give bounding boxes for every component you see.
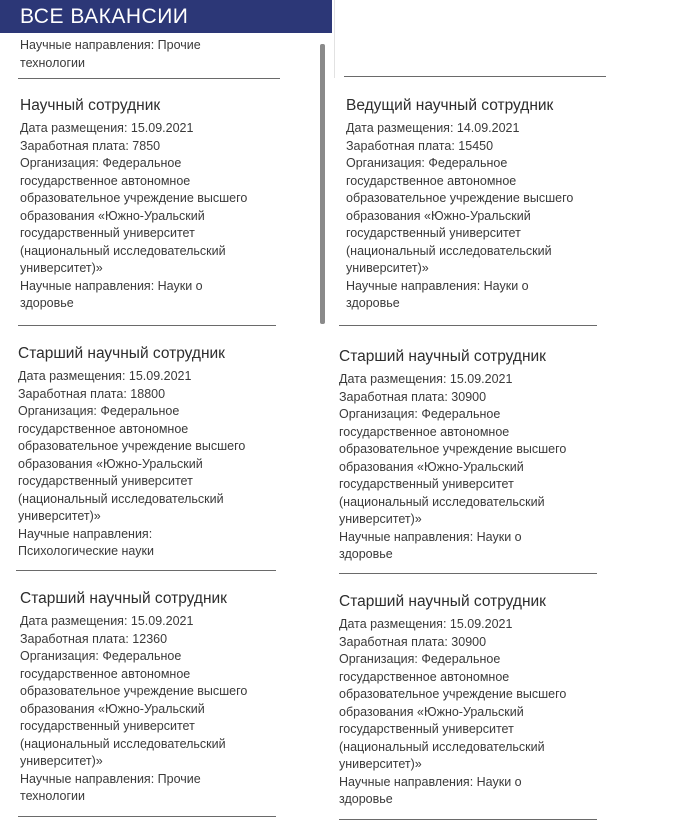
vacancy-org: Организация: Федеральное — [20, 649, 182, 663]
vacancy-salary: Заработная плата: 30900 — [339, 634, 487, 649]
divider — [16, 570, 276, 571]
vacancy-org: образовательное учреждение высшего — [20, 191, 248, 205]
field-line: Научные направления: Прочие — [20, 38, 201, 52]
vacancy-org: образовательное учреждение высшего — [339, 442, 567, 456]
vacancy-org: государственный университет — [339, 722, 514, 736]
vacancy-salary: Заработная плата: 18800 — [18, 386, 166, 401]
vacancy-org: (национальный исследовательский — [346, 243, 552, 258]
vacancy-field: здоровье — [339, 792, 393, 806]
vacancy-org: государственное автономное — [20, 173, 191, 188]
vacancy-title[interactable]: Ведущий научный сотрудник — [346, 97, 554, 114]
vacancy-card[interactable] — [20, 589, 282, 806]
column-divider — [334, 0, 335, 78]
vacancy-date: Дата размещения: 15.09.2021 — [20, 121, 194, 135]
vacancy-salary: Заработная плата: 7850 — [20, 138, 161, 153]
vacancy-field: Научные направления: Науки о — [339, 529, 522, 544]
vacancy-field: здоровье — [339, 547, 393, 561]
vacancy-title[interactable]: Старший научный сотрудник — [339, 348, 546, 365]
vacancy-org: университет)» — [20, 754, 103, 768]
vacancy-card[interactable] — [339, 347, 601, 564]
vacancy-org: Организация: Федеральное — [339, 407, 501, 421]
vacancy-org: образования «Южно-Уральский — [20, 208, 205, 223]
divider — [339, 325, 597, 326]
vacancy-date: Дата размещения: 15.09.2021 — [339, 372, 513, 386]
vacancy-org: (национальный исследовательский — [339, 494, 545, 509]
vacancy-date: Дата размещения: 15.09.2021 — [20, 614, 194, 628]
vacancy-org: университет)» — [20, 261, 103, 275]
divider — [18, 816, 276, 817]
vacancy-org: государственный университет — [18, 474, 193, 488]
vacancy-org: университет)» — [346, 261, 429, 275]
vacancy-title[interactable]: Старший научный сотрудник — [18, 345, 225, 362]
vacancy-org: государственный университет — [20, 226, 195, 240]
vacancy-org: (национальный исследовательский — [339, 739, 545, 754]
vacancy-field: Научные направления: — [18, 526, 153, 541]
vacancy-field: технологии — [20, 789, 86, 803]
vacancy-field: Научные направления: Науки о — [20, 278, 203, 293]
vacancy-org: университет)» — [18, 509, 101, 523]
vacancy-org: образования «Южно-Уральский — [346, 208, 531, 223]
vacancy-field: здоровье — [346, 296, 400, 310]
vacancy-title[interactable]: Старший научный сотрудник — [20, 590, 227, 607]
vacancy-org: государственный университет — [339, 477, 514, 491]
field-line: технологии — [20, 55, 86, 70]
vacancy-field: Научные направления: Науки о — [346, 278, 529, 293]
divider — [339, 573, 597, 574]
vacancy-org: образовательное учреждение высшего — [346, 191, 574, 205]
vacancy-org: образования «Южно-Уральский — [339, 459, 524, 474]
vacancy-org: государственный университет — [346, 226, 521, 240]
divider — [18, 78, 280, 79]
vacancy-date: Дата размещения: 15.09.2021 — [18, 369, 192, 383]
vacancy-field: Научные направления: Науки о — [339, 774, 522, 789]
vacancy-org: образования «Южно-Уральский — [18, 456, 203, 471]
vacancy-org: государственное автономное — [339, 424, 510, 439]
vacancy-org: государственное автономное — [346, 173, 517, 188]
vacancy-date: Дата размещения: 15.09.2021 — [339, 617, 513, 631]
vacancy-org: образовательное учреждение высшего — [18, 439, 246, 453]
vacancy-field: здоровье — [20, 296, 74, 310]
divider — [339, 819, 597, 820]
vacancy-card[interactable] — [346, 96, 608, 313]
vacancy-org: государственное автономное — [20, 666, 191, 681]
vacancy-org: образования «Южно-Уральский — [20, 701, 205, 716]
vacancy-title[interactable]: Старший научный сотрудник — [339, 593, 546, 610]
divider — [344, 76, 606, 77]
partial-vacancy-fragment — [20, 37, 260, 72]
vacancy-org: Организация: Федеральное — [20, 156, 182, 170]
vacancy-org: образования «Южно-Уральский — [339, 704, 524, 719]
vacancy-field: Научные направления: Прочие — [20, 771, 201, 786]
vacancy-org: государственный университет — [20, 719, 195, 733]
vacancy-salary: Заработная плата: 30900 — [339, 389, 487, 404]
vacancy-org: университет)» — [339, 757, 422, 771]
vacancy-date: Дата размещения: 14.09.2021 — [346, 121, 520, 135]
vacancy-title[interactable]: Научный сотрудник — [20, 97, 161, 114]
scrollbar[interactable] — [320, 44, 325, 324]
vacancy-org: образовательное учреждение высшего — [339, 687, 567, 701]
vacancy-org: (национальный исследовательский — [20, 243, 226, 258]
vacancy-salary: Заработная плата: 15450 — [346, 138, 494, 153]
vacancy-org: Организация: Федеральное — [18, 404, 180, 418]
vacancy-org: образовательное учреждение высшего — [20, 684, 248, 698]
vacancy-org: Организация: Федеральное — [339, 652, 501, 666]
page-title: ВСЕ ВАКАНСИИ — [0, 0, 332, 33]
vacancy-org: (национальный исследовательский — [20, 736, 226, 751]
vacancy-org: (национальный исследовательский — [18, 491, 224, 506]
vacancy-org: государственное автономное — [18, 421, 189, 436]
vacancy-card[interactable] — [339, 592, 601, 809]
vacancy-org: Организация: Федеральное — [346, 156, 508, 170]
vacancy-field: Психологические науки — [18, 544, 154, 558]
vacancy-card[interactable] — [18, 344, 280, 561]
vacancy-org: университет)» — [339, 512, 422, 526]
divider — [18, 325, 276, 326]
vacancy-salary: Заработная плата: 12360 — [20, 631, 168, 646]
vacancy-card[interactable] — [20, 96, 282, 313]
vacancy-org: государственное автономное — [339, 669, 510, 684]
